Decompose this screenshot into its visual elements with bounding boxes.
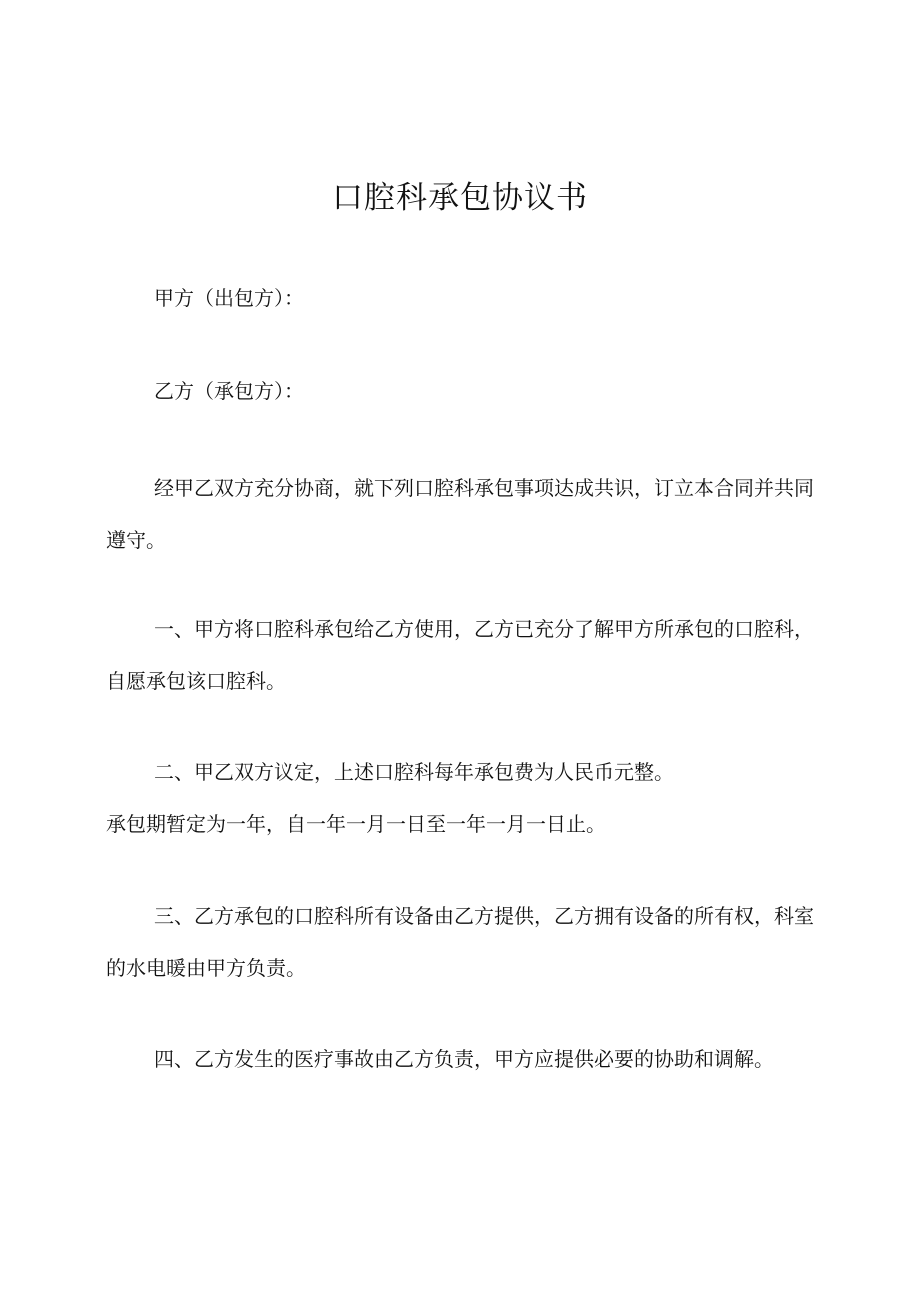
clause-2-line-1: 二、甲乙双方议定，上述口腔科每年承包费为人民币元整。 (154, 760, 674, 784)
party-a-line: 甲方（出包方）： (154, 286, 304, 310)
clause-2-line-2: 承包期暂定为一年，自一年一月一日至一年一月一日止。 (106, 812, 606, 836)
document-title: 口腔科承包协议书 (332, 180, 588, 216)
clause-1: 一、甲方将口腔科承包给乙方使用，乙方已充分了解甲方所承包的口腔科，自愿承包该口腔科。 (106, 617, 814, 693)
intro-paragraph: 经甲乙双方充分协商，就下列口腔科承包事项达成共识，订立本合同并共同遵守。 (106, 476, 814, 552)
clause-3: 三、乙方承包的口腔科所有设备由乙方提供，乙方拥有设备的所有权，科室的水电暖由甲方负责。 (106, 904, 814, 980)
party-b-line: 乙方（承包方）： (154, 379, 304, 403)
clause-4: 四、乙方发生的医疗事故由乙方负责，甲方应提供必要的协助和调解。 (154, 1047, 774, 1071)
